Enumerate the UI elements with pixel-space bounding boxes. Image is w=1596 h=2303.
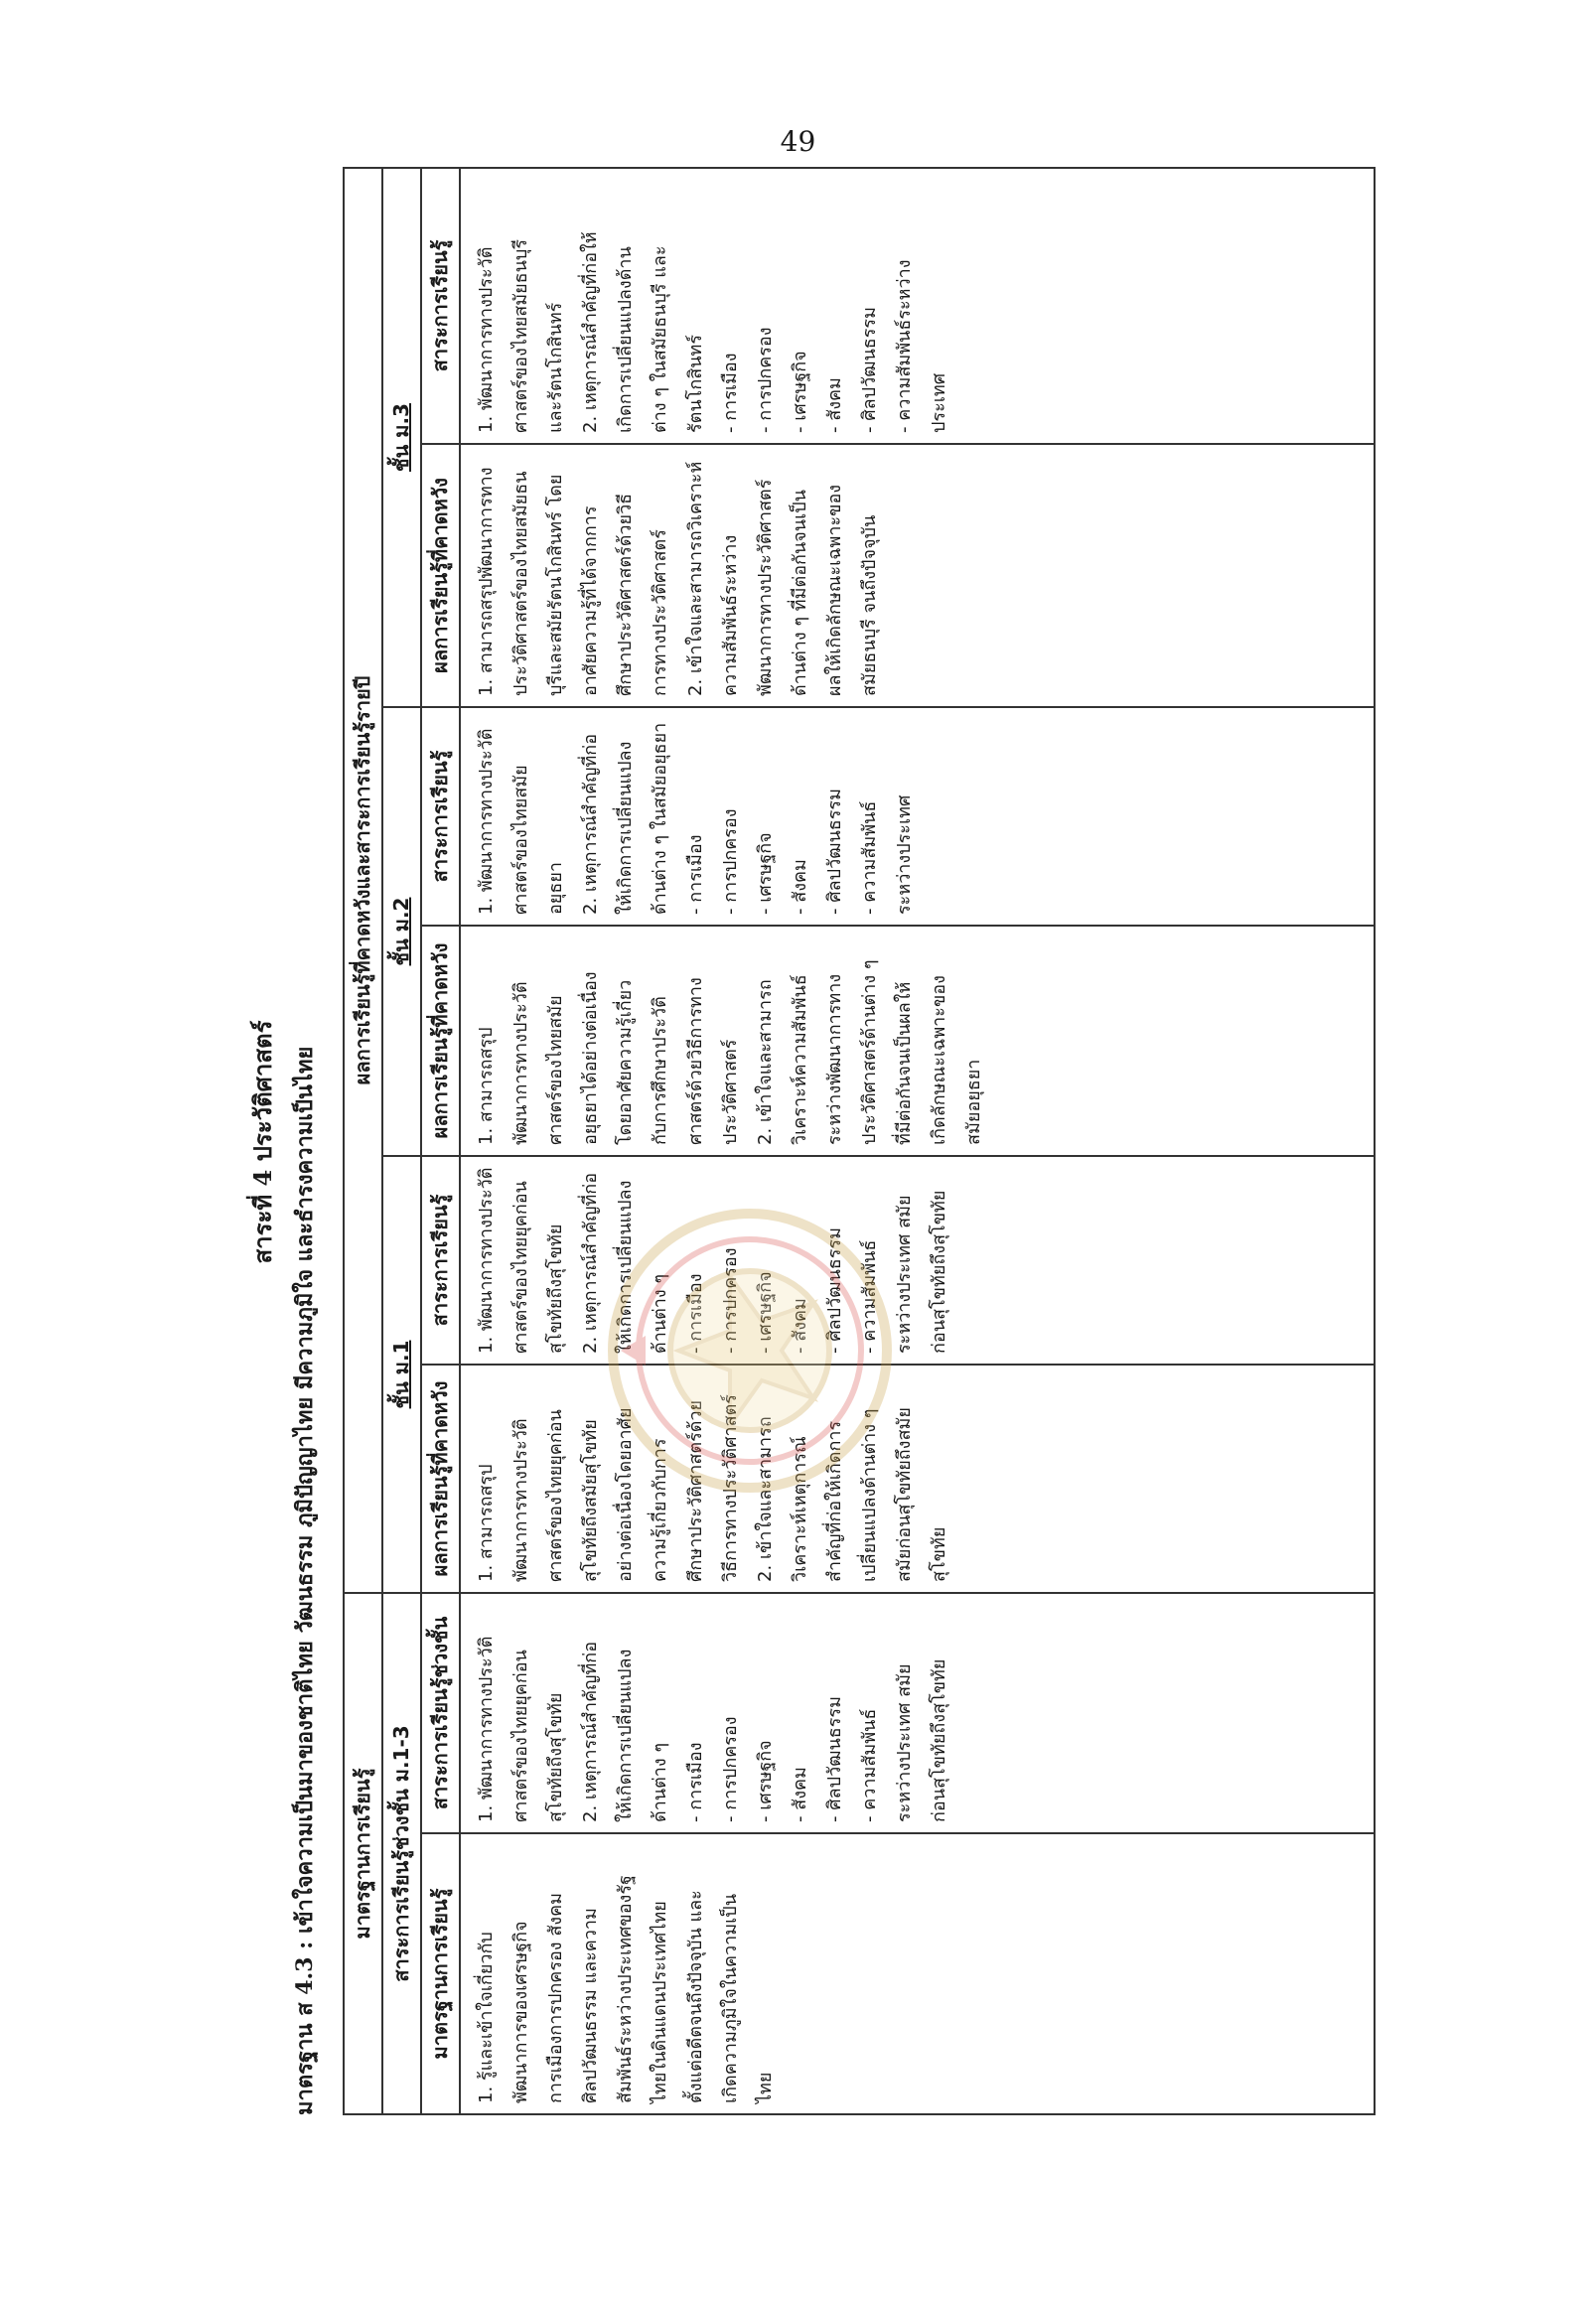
col-header-standard: มาตรฐานการเรียนรู้ [421, 1833, 460, 2114]
page-number: 49 [780, 125, 816, 158]
header-row-group [344, 168, 382, 2114]
col-header-range-content: สาระการเรียนรู้ช่วงชั้น [421, 1593, 460, 1833]
cell-m2-content: 1. พัฒนาการทางประวัติ ศาสตร์ของไทยสมัย อยุธยา 2. เหตุการณ์สำคัญที่ก่อ ให้เกิดการเปลี่ยนแปลง ด้านต่าง ๆ ในสมัยอยุธยา - การเมือง - การปกครอง - เศรษฐกิจ - สังคม - ศิลปวัฒนธรรม - ความสัมพันธ์ ระหว่างประเทศ [460, 707, 1375, 926]
cell-m3-content: 1. พัฒนาการทางประวัติ ศาสตร์ของไทยสมัยธนบุรี และรัตนโกสินทร์ 2. เหตุการณ์สำคัญที่ก่อให้ เกิดการเปลี่ยนแปลงด้าน ต่าง ๆ ในสมัยธนบุรี และ รัตนโกสินทร์ - การเมือง - การปกครอง - เศรษฐกิจ - สังคม - ศิลปวัฒนธรรม - ความสัมพันธ์ระหว่าง ประเทศ [460, 168, 1375, 444]
table-row [460, 168, 1375, 2114]
header-row-columns [421, 168, 460, 2114]
col-header-m1-outcome: ผลการเรียนรู้ที่คาดหวัง [421, 1365, 460, 1593]
cell-m1-outcome: 1. สามารถสรุป พัฒนาการทางประวัติ ศาสตร์ของไทยยุคก่อน สุโขทัยถึงสมัยสุโขทัย อย่างต่อเนื่องโดยอาศัย ความรู้เกี่ยวกับการ ศึกษาประวัติศาสตร์ด้วย วิธีการทางประวัติศาสตร์ 2. เข้าใจและสามารถ วิเคราะห์เหตุการณ์ สำคัญที่ก่อให้เกิดการ เปลี่ยนแปลงด้านต่าง ๆ สมัยก่อนสุโขทัยถึงสมัย สุโขทัย [460, 1365, 1375, 1593]
col-header-m1-content: สาระการเรียนรู้ [421, 1156, 460, 1365]
col-header-m2-outcome: ผลการเรียนรู้ที่คาดหวัง [421, 926, 460, 1156]
col-header-m3-content: สาระการเรียนรู้ [421, 168, 460, 444]
page-heading [243, 169, 338, 2115]
grade-header-m3: ชั้น ม.3 [382, 168, 421, 707]
grade-header-m1: ชั้น ม.1 [382, 1156, 421, 1593]
cell-standard: 1. รู้และเข้าใจเกี่ยวกับ พัฒนาการของเศรษฐกิจ การเมืองการปกครอง สังคม ศิลปวัฒนธรรม และความ สัมพันธ์ระหว่างประเทศของรัฐ ไทยในดินแดนประเทศไทย ตั้งแต่อดีตจนถึงปัจจุบัน และ เกิดความภูมิใจในความเป็น ไทย [460, 1833, 1375, 2114]
header-row-grade [382, 168, 421, 2114]
cell-m2-outcome: 1. สามารถสรุป พัฒนาการทางประวัติ ศาสตร์ของไทยสมัย อยุธยาได้อย่างต่อเนื่อง โดยอาศัยความรู้เกี่ยว กับการศึกษาประวัติ ศาสตร์ด้วยวิธีการทาง ประวัติศาสตร์ 2. เข้าใจและสามารถ วิเคราะห์ความสัมพันธ์ ระหว่างพัฒนาการทาง ประวัติศาสตร์ด้านต่าง ๆ ที่มีต่อกันจนเป็นผลให้ เกิดลักษณะเฉพาะของ สมัยอยุธยา [460, 926, 1375, 1156]
group-header-left: มาตรฐานการเรียนรู้ [344, 1593, 382, 2114]
standard-text: เข้าใจความเป็นมาของชาติไทย วัฒนธรรม ภูมิปัญญาไทย มีความภูมิใจ และธำรงความเป็นไทย [292, 1046, 318, 1935]
col-header-m2-content: สาระการเรียนรู้ [421, 707, 460, 926]
group-header-left-sub: สาระการเรียนรู้ช่วงชั้น ม.1-3 [382, 1593, 421, 2114]
col-header-m3-outcome: ผลการเรียนรู้ที่คาดหวัง [421, 444, 460, 707]
standard-code: มาตรฐาน ส 4.3 : [292, 1941, 318, 2115]
grade-header-m2: ชั้น ม.2 [382, 707, 421, 1156]
standard-statement [287, 1047, 322, 2115]
curriculum-table [343, 167, 1376, 2115]
page-title: สาระที่ 4 ประวัติศาสตร์ [248, 1020, 277, 1264]
cell-m3-outcome: 1. สามารถสรุปพัฒนาการทาง ประวัติศาสตร์ของไทยสมัยธน บุรีและสมัยรัตนโกสินทร์ โดย อาศัยความรู้ที่ได้จากการ ศึกษาประวัติศาสตร์ด้วยวิธี การทางประวัติศาสตร์ 2. เข้าใจและสามารถวิเคราะห์ ความสัมพันธ์ระหว่าง พัฒนาการทางประวัติศาสตร์ ด้านต่าง ๆ ที่มีต่อกันจนเป็น ผลให้เกิดลักษณะเฉพาะของ สมัยธนบุรี จนถึงปัจจุบัน [460, 444, 1375, 707]
rotated-content [243, 169, 1376, 2115]
cell-range-content: 1. พัฒนาการทางประวัติ ศาสตร์ของไทยยุคก่อน สุโขทัยถึงสุโขทัย 2. เหตุการณ์สำคัญที่ก่อ ให้เกิดการเปลี่ยนแปลง ด้านต่าง ๆ - การเมือง - การปกครอง - เศรษฐกิจ - สังคม - ศิลปวัฒนธรรม - ความสัมพันธ์ ระหว่างประเทศ สมัย ก่อนสุโขทัยถึงสุโขทัย [460, 1593, 1375, 1833]
group-header-right: ผลการเรียนรู้ที่คาดหวังและสาระการเรียนรู้รายปี [344, 168, 382, 1593]
cell-m1-content: 1. พัฒนาการทางประวัติ ศาสตร์ของไทยยุคก่อน สุโขทัยถึงสุโขทัย 2. เหตุการณ์สำคัญที่ก่อ ให้เกิดการเปลี่ยนแปลง ด้านต่าง ๆ - การเมือง - การปกครอง - เศรษฐกิจ - สังคม - ศิลปวัฒนธรรม - ความสัมพันธ์ ระหว่างประเทศ สมัย ก่อนสุโขทัยถึงสุโขทัย [460, 1156, 1375, 1365]
